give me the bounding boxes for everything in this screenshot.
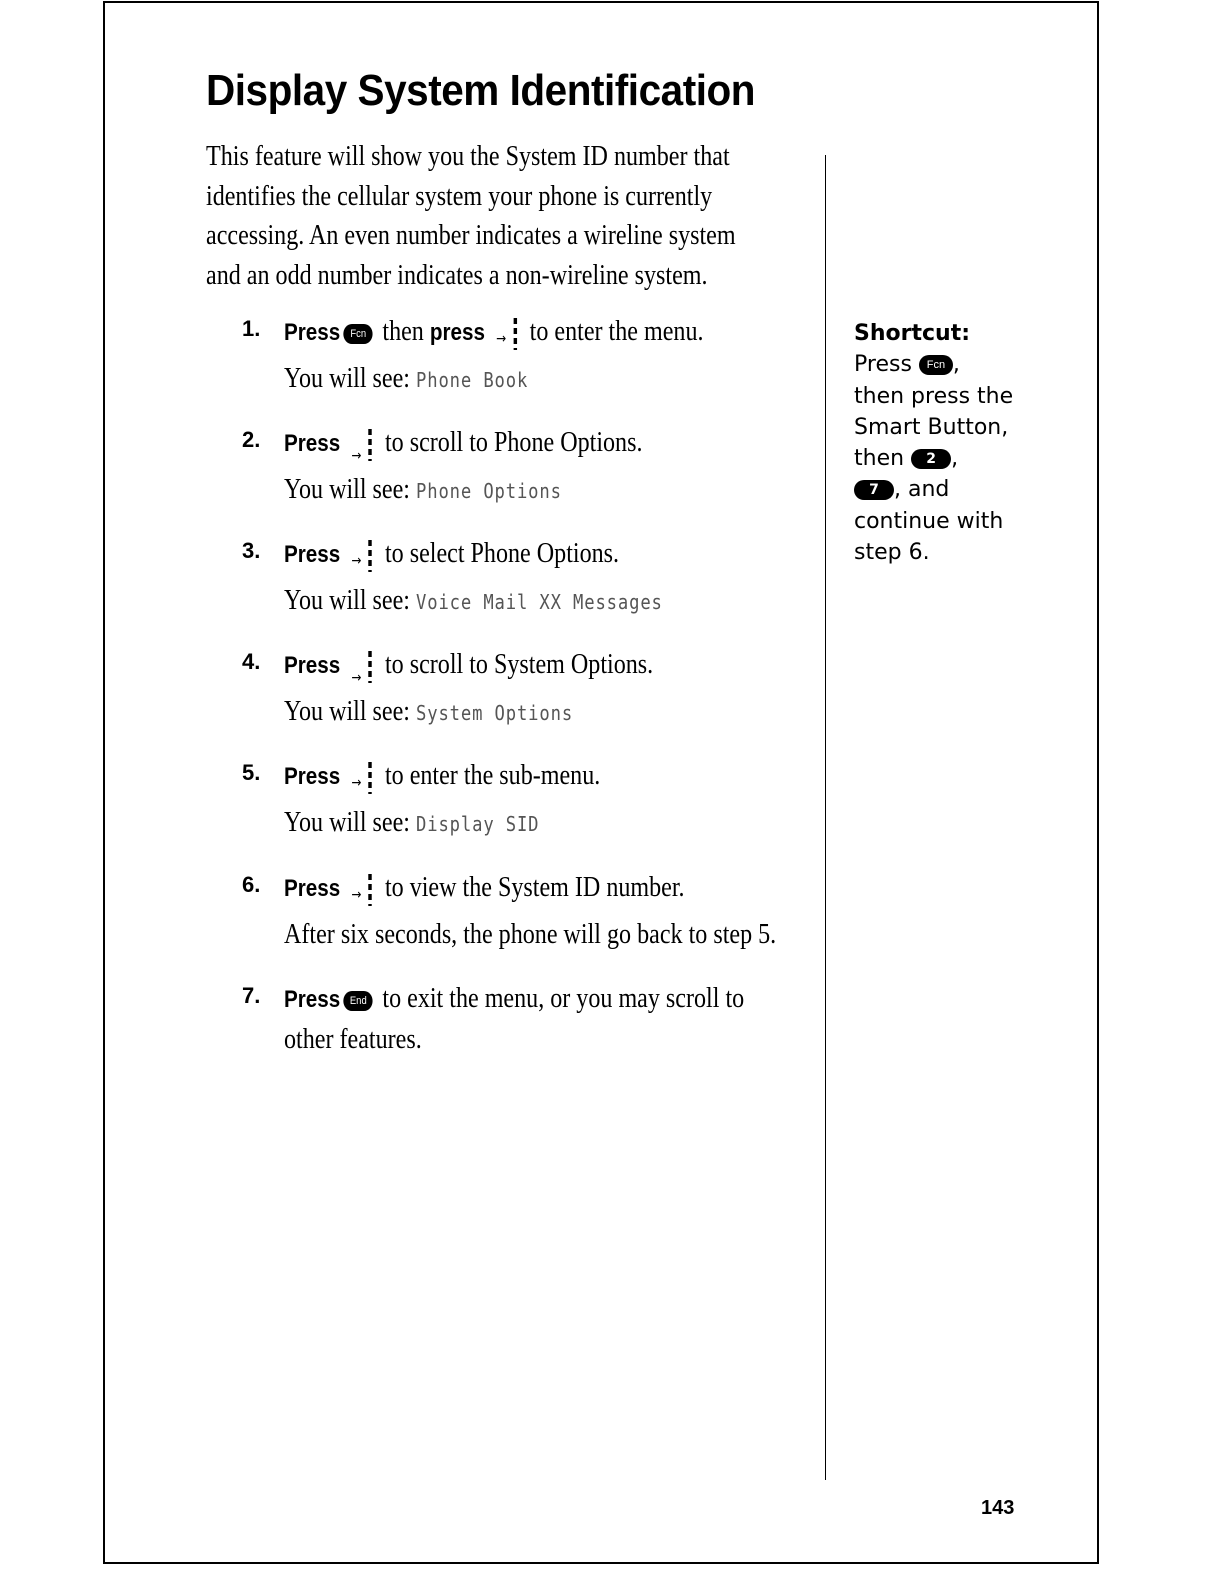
step-body — [284, 423, 844, 511]
you-will-see-line — [284, 692, 766, 733]
step-instruction-continued: other features. — [284, 1024, 422, 1055]
step-instruction — [284, 423, 766, 464]
step-note: After six seconds, the phone will go back to step 5. — [284, 919, 777, 950]
step-instruction — [284, 756, 766, 797]
instruction-text: to exit the menu, or you may scroll to — [382, 983, 745, 1014]
step-number: 4. — [242, 649, 261, 674]
step-instruction — [284, 979, 766, 1020]
end-key-icon: End — [344, 991, 373, 1011]
display-text: System Options — [416, 701, 574, 725]
smart-button-select-icon: → — [350, 538, 376, 574]
smart-button-select-icon: → — [494, 316, 520, 352]
press-label: Press — [284, 430, 341, 457]
you-will-see-line — [284, 470, 766, 511]
press-label: Press — [284, 541, 341, 568]
step-body — [284, 868, 844, 955]
you-will-see-label: You will see: — [284, 807, 411, 838]
you-will-see-label: You will see: — [284, 696, 411, 727]
two-key-icon: 2 — [911, 449, 951, 469]
shortcut-line — [854, 474, 1054, 505]
comma-text: , — [952, 352, 960, 378]
step-number: 6. — [242, 872, 261, 897]
instruction-text: to select Phone Options. — [384, 538, 620, 569]
you-will-see-line — [284, 359, 766, 400]
step-instruction — [284, 868, 766, 909]
smart-button-select-icon: → — [350, 760, 376, 796]
seven-key-icon: 7 — [854, 480, 894, 500]
instruction-text: to scroll to System Options. — [384, 649, 654, 680]
press-label: Press — [284, 319, 341, 346]
page-number: 143 — [981, 1497, 1015, 1519]
step-number: 2. — [242, 427, 261, 452]
step-number: 1. — [242, 316, 261, 341]
you-will-see-line — [284, 803, 766, 844]
shortcut-line: then press the — [854, 383, 1014, 409]
and-text: , and — [894, 477, 950, 503]
step-body — [284, 756, 844, 844]
you-will-see-line — [284, 581, 766, 622]
display-text: Display SID — [416, 812, 540, 836]
smart-button-scroll-icon: → — [350, 427, 376, 463]
display-text: Phone Options — [416, 479, 562, 503]
step-instruction — [284, 645, 766, 686]
step-instruction — [284, 312, 766, 353]
shortcut-line: Smart Button, — [854, 414, 1009, 440]
column-divider — [825, 155, 826, 1480]
you-will-see-label: You will see: — [284, 363, 411, 394]
step-number: 7. — [242, 983, 261, 1008]
smart-button-scroll-icon: → — [350, 649, 376, 685]
then-text: then — [854, 446, 905, 472]
press-label: Press — [284, 763, 341, 790]
press-label-2: press — [429, 319, 485, 346]
display-text: Phone Book — [416, 368, 529, 392]
display-text: Voice Mail XX Messages — [416, 590, 663, 614]
instruction-text: to enter the menu. — [529, 316, 704, 347]
instruction-text: to view the System ID number. — [384, 872, 685, 903]
shortcut-sidebar — [854, 318, 1054, 568]
step-instruction — [284, 534, 766, 575]
step-number: 3. — [242, 538, 261, 563]
you-will-see-label: You will see: — [284, 585, 411, 616]
page-title: Display System Identification — [206, 66, 756, 115]
shortcut-line — [854, 349, 1054, 380]
press-label: Press — [284, 652, 341, 679]
press-label: Press — [284, 986, 341, 1013]
step-body — [284, 645, 844, 733]
instruction-text: to scroll to Phone Options. — [384, 427, 643, 458]
intro-paragraph: This feature will show you the System ID number that identifies the cellular system your phone is currently accessing. An even number indicates a wireline system and an odd number indicates a non-wireline system. — [206, 141, 736, 291]
then-text: then — [376, 316, 430, 347]
shortcut-heading: Shortcut: — [854, 321, 971, 346]
shortcut-line: step 6. — [854, 540, 930, 566]
fcn-key-icon: Fcn — [344, 324, 373, 344]
instruction-text: to enter the sub-menu. — [384, 760, 601, 791]
smart-button-select-icon: → — [350, 872, 376, 908]
step-number: 5. — [242, 760, 261, 785]
step-body — [284, 312, 844, 400]
you-will-see-label: You will see: — [284, 474, 411, 505]
fcn-key-icon: Fcn — [919, 355, 953, 375]
shortcut-line: continue with — [854, 508, 1004, 534]
press-label: Press — [284, 875, 341, 902]
shortcut-press-text: Press — [854, 352, 912, 378]
step-body — [284, 534, 844, 622]
step-body — [284, 979, 844, 1060]
shortcut-line — [854, 443, 1054, 474]
comma-text: , — [951, 446, 959, 472]
